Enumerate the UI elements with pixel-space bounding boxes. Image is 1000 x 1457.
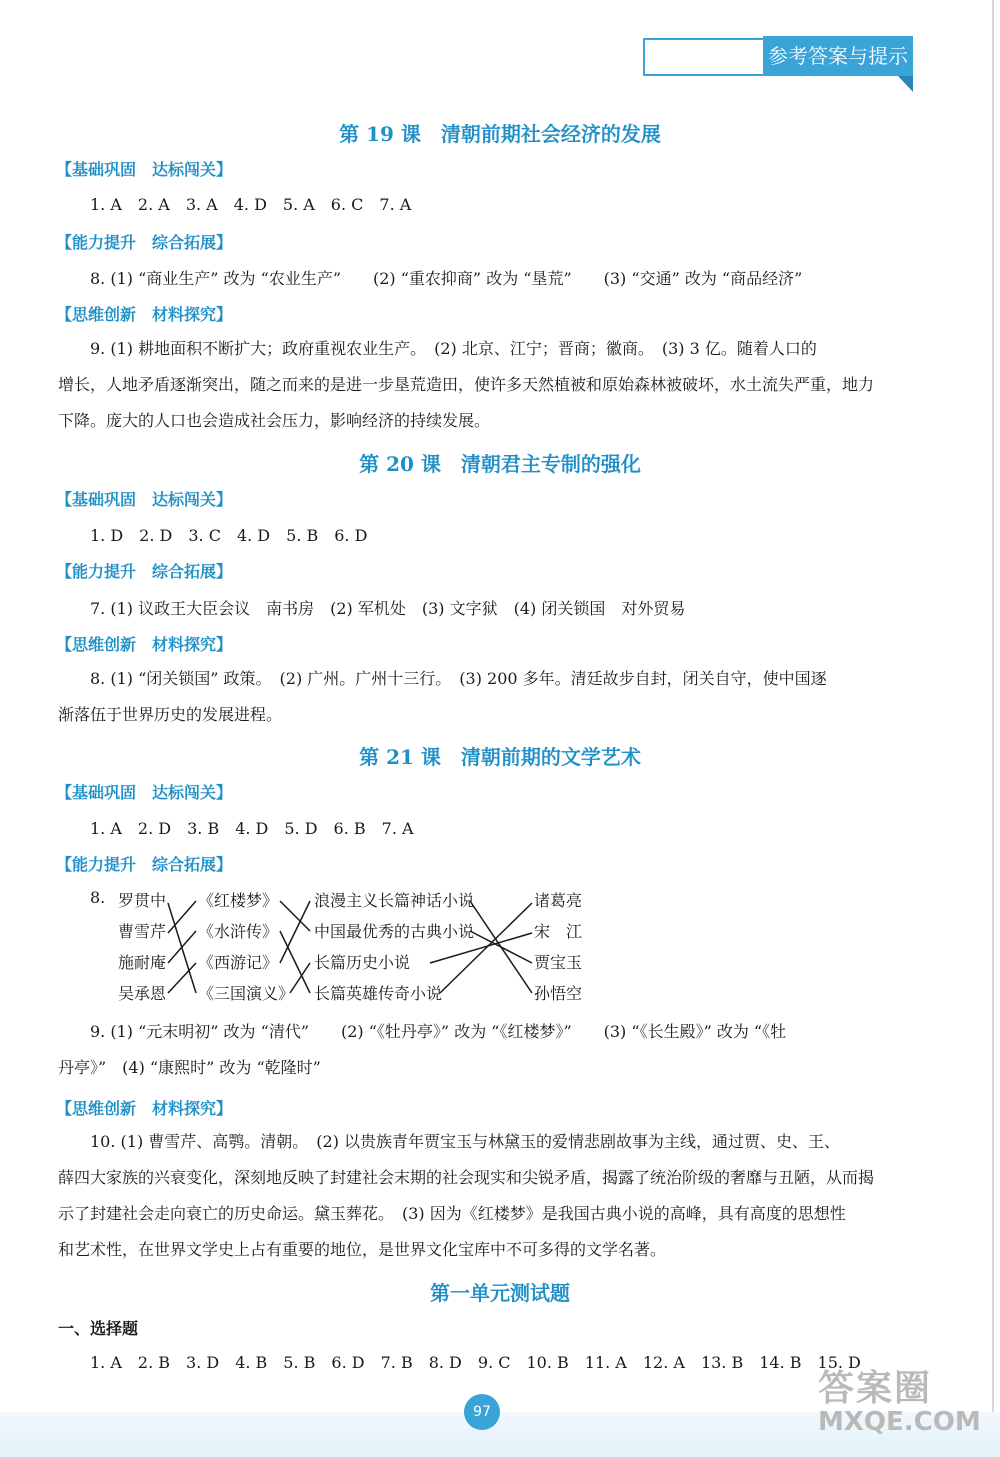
author-item: 吴承恩 — [118, 984, 167, 1003]
author-item: 施耐庵 — [118, 953, 167, 972]
matching-characters — [534, 885, 582, 1009]
lesson-20-q7: 7. (1) 议政王大臣会议 南书房 (2) 军机处 (3) 文字狱 (4) 闭关锁国 对外贸易 — [90, 599, 686, 618]
character-item: 诸葛亮 — [534, 891, 583, 910]
lesson-21-q10 — [58, 1124, 910, 1268]
lesson-21-title: 第 21 课 清朝前期的文学艺术 — [359, 745, 641, 769]
lesson-20-q8-line2: 渐落伍于世界历史的发展进程。 — [58, 705, 283, 724]
matching-books — [198, 885, 294, 1009]
lesson-20-q8-line1: 8. (1) “闭关锁国” 政策。 (2) 广州。广州十三行。 (3) 200 多年。清廷故步自封，闭关自守，使中国逐 — [90, 669, 827, 688]
header-tab-label: 参考答案与提示 — [763, 36, 913, 76]
unit-test-part1-heading: 一、选择题 — [58, 1319, 139, 1338]
lesson-21-q10-line2: 薛四大家族的兴衰变化，深刻地反映了封建社会末期的社会现实和尖锐矛盾，揭露了统治阶级的奢靡与丑陋，从而揭 — [58, 1168, 875, 1187]
lesson-21-q10-line1: 10. (1) 曹雪芹、高鹗。清朝。 (2) 以贵族青年贾宝玉与林黛玉的爱情悲剧故事为主线，通过贾、史、王、 — [90, 1132, 841, 1151]
lesson-20-title: 第 20 课 清朝君主专制的强化 — [359, 452, 641, 476]
lesson-19-q8: 8. (1) “商业生产” 改为 “农业生产” (2) “重农抑商” 改为 “垦荒” (3) “交通” 改为 “商品经济” — [90, 269, 803, 288]
watermark-logo — [818, 1360, 988, 1450]
lesson-21-q10-line3: 示了封建社会走向衰亡的历史命运。黛玉葬花。 (3) 因为《红楼梦》是我国古典小说的高峰，具有高度的思想性 — [58, 1204, 846, 1223]
lesson-21-q8-number: 8. — [90, 888, 106, 907]
page-edge-rule — [992, 0, 994, 1457]
lesson-21-section-thinking: 【思维创新 材料探究】 — [56, 1099, 233, 1118]
lesson-21-q9-line2: 丹亭》” (4) “康熙时” 改为 “乾隆时” — [58, 1058, 321, 1077]
unit-test-answers: 1. A 2. B 3. D 4. B 5. B 6. D 7. B 8. D 9. C 10. B 11. A 12. A 13. B 14. B 15. D — [90, 1353, 861, 1372]
matching-authors — [118, 885, 166, 1009]
page-number: 97 — [464, 1394, 500, 1430]
book-item: 《西游记》 — [198, 953, 279, 972]
lesson-19-q9-line1: 9. (1) 耕地面积不断扩大；政府重视农业生产。 (2) 北京、江宁；晋商；徽商。 (3) 3 亿。随着人口的 — [90, 339, 817, 358]
lesson-21-q10-line4: 和艺术性，在世界文学史上占有重要的地位，是世界文化宝库中不可多得的文学名著。 — [58, 1240, 667, 1259]
genre-item: 中国最优秀的古典小说 — [314, 922, 475, 941]
author-item: 罗贯中 — [118, 891, 167, 910]
lesson-19-basic-answers: 1. A 2. A 3. A 4. D 5. A 6. C 7. A — [90, 195, 412, 214]
lesson-19-section-thinking: 【思维创新 材料探究】 — [56, 305, 233, 324]
unit-test-title: 第一单元测试题 — [430, 1281, 570, 1305]
lesson-21-basic-answers: 1. A 2. D 3. B 4. D 5. D 6. B 7. A — [90, 819, 414, 838]
watermark-line2: MXQE.COM — [818, 1407, 981, 1437]
lesson-21-q9 — [58, 1014, 910, 1086]
genre-item: 长篇历史小说 — [314, 953, 411, 972]
character-item: 宋 江 — [534, 922, 583, 941]
watermark-line1: 答案圈 — [818, 1368, 933, 1409]
lesson-20-section-basic: 【基础巩固 达标闯关】 — [56, 490, 233, 509]
lesson-20-section-thinking: 【思维创新 材料探究】 — [56, 635, 233, 654]
matching-genres — [314, 885, 474, 1009]
lesson-20-basic-answers: 1. D 2. D 3. C 4. D 5. B 6. D — [90, 526, 368, 545]
lesson-19-q9-line3: 下降。庞大的人口也会造成社会压力，影响经济的持续发展。 — [58, 411, 491, 430]
book-item: 《三国演义》 — [198, 984, 295, 1003]
lesson-20-section-ability: 【能力提升 综合拓展】 — [56, 562, 233, 581]
genre-item: 浪漫主义长篇神话小说 — [314, 891, 475, 910]
lesson-19-q9 — [58, 331, 910, 439]
lesson-21-q9-line1: 9. (1) “元末明初” 改为 “清代” (2) “《牡丹亭》” 改为 “《红楼梦》” (3) “《长生殿》” 改为 “《牡 — [90, 1022, 787, 1041]
author-item: 曹雪芹 — [118, 922, 167, 941]
character-item: 贾宝玉 — [534, 953, 583, 972]
book-item: 《红楼梦》 — [198, 891, 279, 910]
header-tab-outline — [643, 38, 765, 76]
lesson-21-section-ability: 【能力提升 综合拓展】 — [56, 855, 233, 874]
lesson-19-section-ability: 【能力提升 综合拓展】 — [56, 233, 233, 252]
book-item: 《水浒传》 — [198, 922, 279, 941]
lesson-19-q9-line2: 增长，人地矛盾逐渐突出，随之而来的是进一步垦荒造田，使许多天然植被和原始森林被破坏，水土流失严重，地力 — [58, 375, 875, 394]
lesson-21-section-basic: 【基础巩固 达标闯关】 — [56, 783, 233, 802]
lesson-20-q8 — [58, 661, 910, 733]
header-tab-fold — [898, 76, 913, 92]
header-tab — [643, 36, 913, 78]
character-item: 孙悟空 — [534, 984, 583, 1003]
lesson-19-title: 第 19 课 清朝前期社会经济的发展 — [339, 122, 661, 146]
genre-item: 长篇英雄传奇小说 — [314, 984, 443, 1003]
lesson-19-section-basic: 【基础巩固 达标闯关】 — [56, 160, 233, 179]
